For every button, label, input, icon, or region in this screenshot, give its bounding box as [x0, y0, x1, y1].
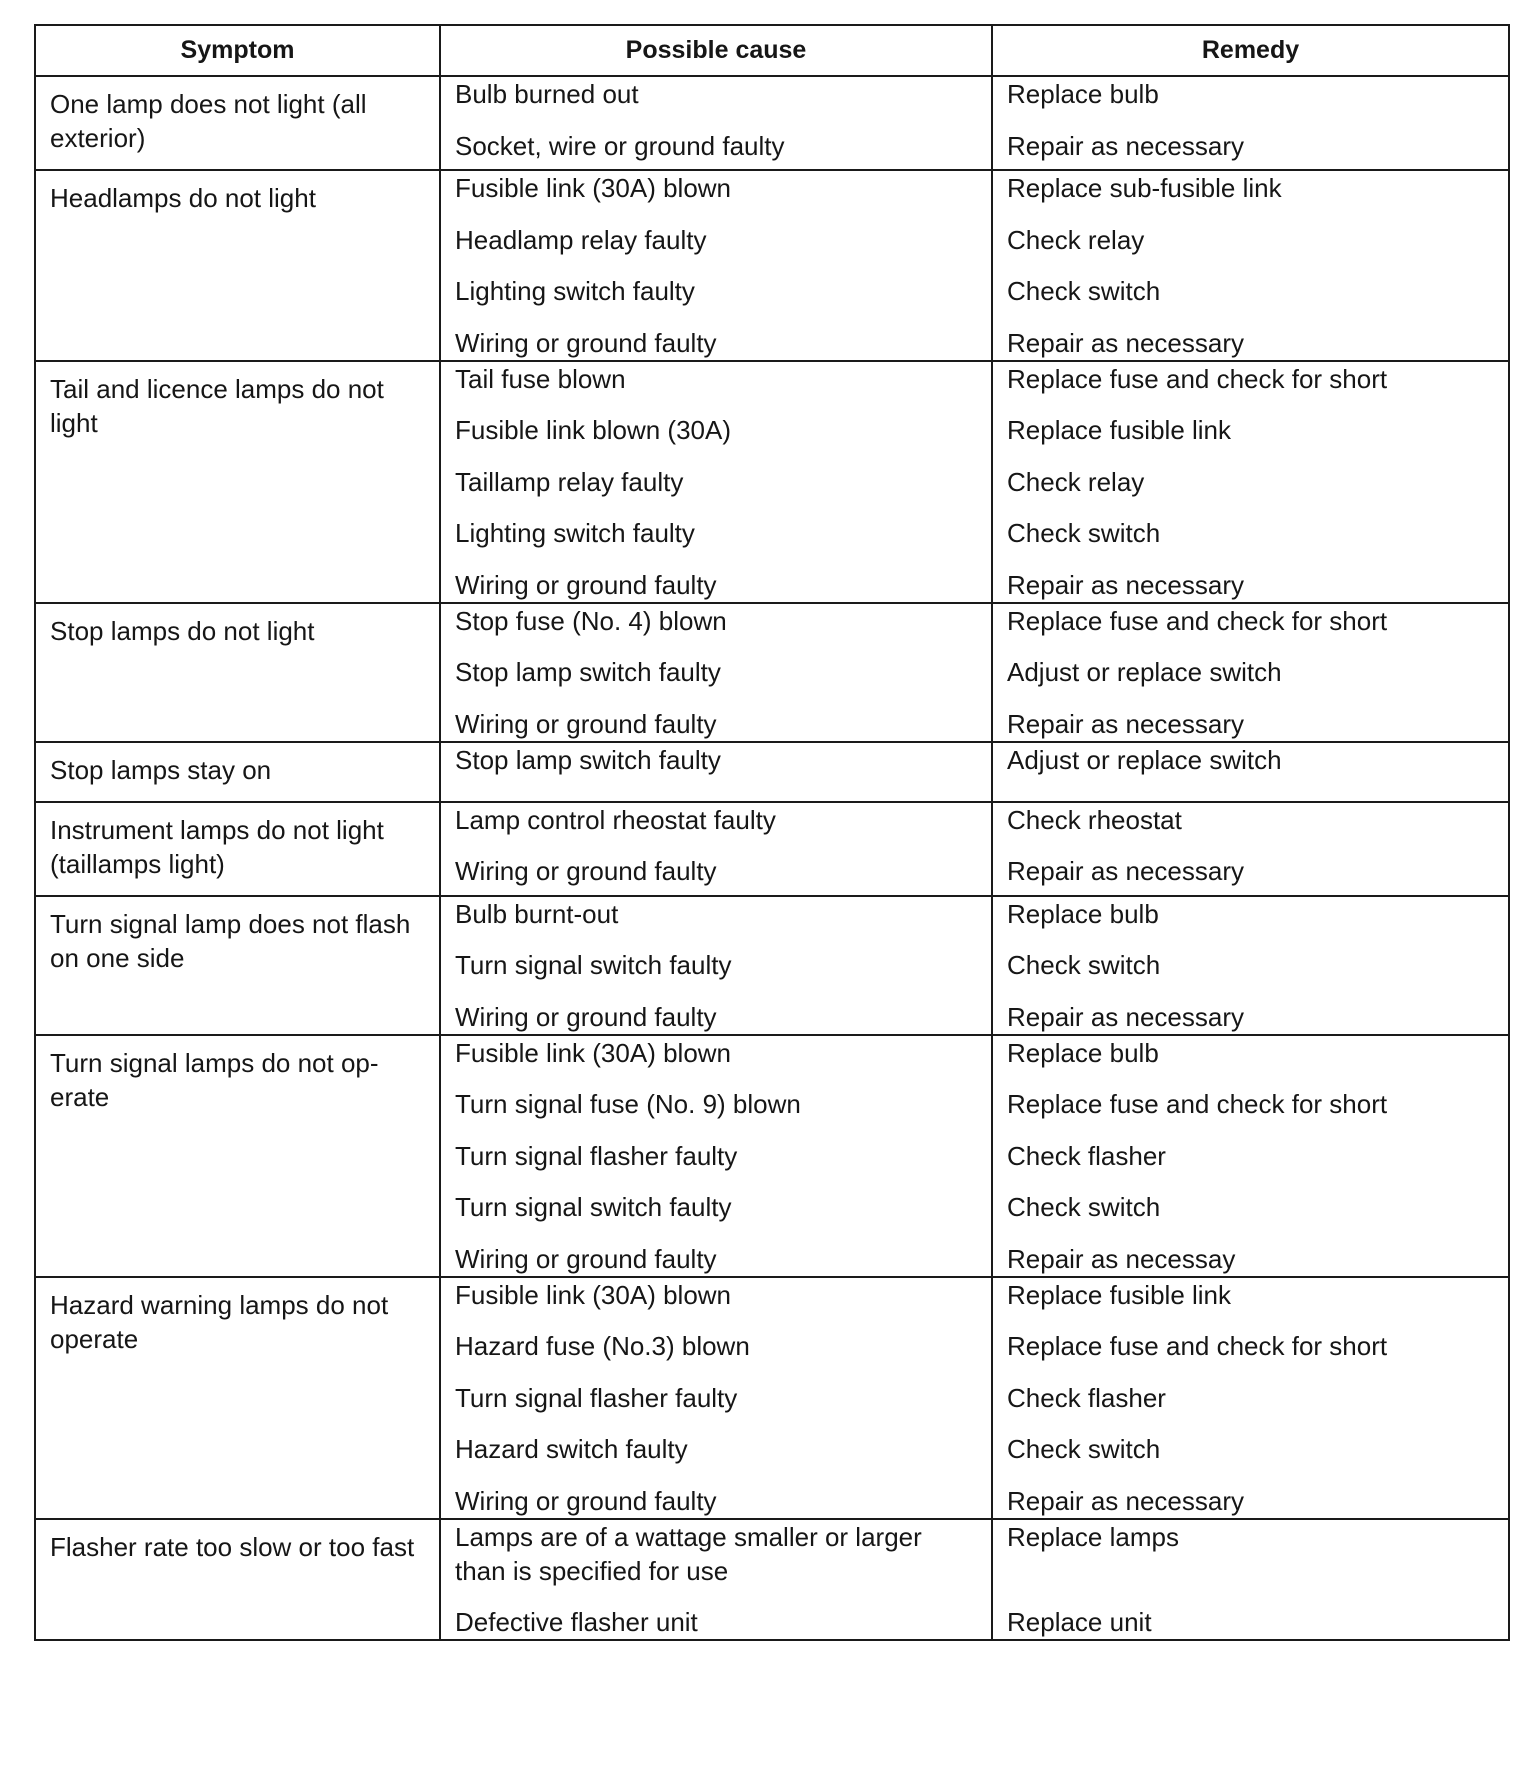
cause-item: Hazard fuse (No.3) blown [455, 1331, 750, 1361]
cause-item: Wiring or ground faulty [455, 1001, 717, 1032]
table-row [35, 170, 1509, 361]
symptom-text: Stop lamps stay on [50, 754, 272, 785]
cause-item: Lighting switch faulty [455, 518, 695, 548]
table-row [35, 802, 1509, 896]
cause-item: Fusible link (30A) blown [455, 173, 732, 203]
remedy-item: Replace sub-fusible link [1007, 173, 1282, 203]
remedy-item: Replace unit [1007, 1607, 1152, 1637]
cause-item: Fusible link (30A) blown [455, 1279, 732, 1310]
cause-item: Wiring or ground faulty [455, 327, 717, 358]
remedy-item: Adjust or replace switch [1007, 744, 1282, 775]
troubleshooting-table [34, 24, 1510, 1641]
symptom-cell [35, 76, 440, 170]
cause-cell [440, 76, 992, 170]
cause-item: Lamp control rheostat faulty [455, 804, 776, 835]
symptom-text: Flasher rate too slow or too fast [50, 1531, 415, 1562]
cause-cell [440, 1519, 992, 1641]
remedy-item: Repair as necessary [1007, 1001, 1244, 1032]
table-row [35, 361, 1509, 603]
remedy-item: Repair as necessary [1007, 1485, 1244, 1516]
cause-item: Lighting switch faulty [455, 276, 695, 306]
cause-item: Fusible link (30A) blown [455, 1037, 732, 1068]
remedy-item: Replace lamps [1007, 1521, 1179, 1552]
cause-item: Fusible link blown (30A) [455, 415, 732, 445]
cause-item: Hazard switch faulty [455, 1434, 688, 1464]
cause-item: Wiring or ground faulty [455, 569, 717, 600]
cause-item: Wiring or ground faulty [455, 708, 717, 739]
remedy-item: Replace fusible link [1007, 1279, 1232, 1310]
header-row [35, 25, 1509, 76]
symptom-cell [35, 896, 440, 1035]
cause-item: Turn signal switch faulty [455, 1192, 732, 1222]
symptom-cell [35, 170, 440, 361]
table-row [35, 742, 1509, 802]
remedy-item: Replace fusible link [1007, 415, 1232, 445]
table-row [35, 603, 1509, 742]
header-possible-cause: Possible cause [440, 25, 992, 76]
remedy-item: Replace fuse and check for short [1007, 605, 1388, 636]
symptom-cell [35, 1277, 440, 1519]
symptom-text: One lamp does not light (all exterior) [50, 89, 367, 153]
remedy-item: Replace bulb [1007, 1037, 1159, 1068]
remedy-item: Check relay [1007, 466, 1145, 497]
remedy-item: Adjust or replace switch [1007, 657, 1282, 687]
cause-item: Wiring or ground faulty [455, 856, 717, 886]
cause-cell [440, 742, 992, 802]
cause-item: Defective flasher unit [455, 1607, 698, 1637]
remedy-item: Repair as necessary [1007, 130, 1244, 161]
symptom-cell [35, 1035, 440, 1277]
symptom-cell [35, 742, 440, 802]
cause-cell [440, 603, 992, 742]
remedy-item: Replace bulb [1007, 898, 1159, 929]
remedy-item: Check switch [1007, 518, 1161, 548]
cause-cell [440, 896, 992, 1035]
table-row [35, 896, 1509, 1035]
cause-item: Wiring or ground faulty [455, 1485, 717, 1516]
table-row [35, 1035, 1509, 1277]
cause-cell [440, 1277, 992, 1519]
symptom-text: Tail and licence lamps do not light [50, 373, 384, 438]
cause-item: Lamps are of a wattage smaller or larger than is specified for use [455, 1521, 922, 1586]
cause-cell [440, 361, 992, 603]
cause-item: Turn signal switch faulty [455, 950, 732, 980]
remedy-item: Repair as necessary [1007, 708, 1244, 739]
remedy-cell [992, 603, 1509, 742]
remedy-item: Replace fuse and check for short [1007, 1331, 1388, 1361]
remedy-cell [992, 802, 1509, 896]
symptom-text: Instrument lamps do not light (taillamps light) [50, 814, 384, 879]
symptom-cell [35, 802, 440, 896]
remedy-cell [992, 896, 1509, 1035]
cause-item: Turn signal flasher faulty [455, 1382, 738, 1413]
cause-cell [440, 170, 992, 361]
remedy-item: Check switch [1007, 276, 1161, 306]
symptom-cell [35, 603, 440, 742]
cause-item: Turn signal flasher faulty [455, 1140, 738, 1171]
symptom-text: Headlamps do not light [50, 183, 316, 213]
cause-item: Taillamp relay faulty [455, 466, 684, 497]
header-symptom: Symptom [35, 25, 440, 76]
cause-item: Wiring or ground faulty [455, 1243, 717, 1274]
remedy-cell [992, 1035, 1509, 1277]
cause-item: Headlamp relay faulty [455, 224, 707, 255]
cause-cell [440, 802, 992, 896]
remedy-item: Replace fuse and check for short [1007, 363, 1388, 394]
remedy-cell [992, 76, 1509, 170]
symptom-text: Turn signal lamp does not flash on one side [50, 908, 411, 973]
cause-item: Stop lamp switch faulty [455, 744, 721, 775]
header-remedy: Remedy [992, 25, 1509, 76]
cause-cell [440, 1035, 992, 1277]
remedy-item: Repair as necessary [1007, 856, 1244, 886]
symptom-cell [35, 1519, 440, 1641]
remedy-item: Repair as necessary [1007, 327, 1244, 358]
cause-item: Socket, wire or ground faulty [455, 130, 785, 161]
remedy-item: Replace fuse and check for short [1007, 1089, 1388, 1119]
remedy-cell [992, 170, 1509, 361]
cause-item: Tail fuse blown [455, 363, 626, 394]
table-row [35, 1519, 1509, 1641]
remedy-item: Check rheostat [1007, 804, 1182, 835]
remedy-cell [992, 742, 1509, 802]
symptom-text: Hazard warning lamps do not operate [50, 1289, 389, 1354]
remedy-item: Check switch [1007, 1434, 1161, 1464]
remedy-item: Check flasher [1007, 1140, 1166, 1171]
remedy-item: Check switch [1007, 950, 1161, 980]
cause-item: Bulb burnt-out [455, 898, 619, 929]
cause-item: Bulb burned out [455, 79, 639, 109]
symptom-text: Turn signal lamps do not op-erate [50, 1047, 379, 1112]
symptom-text: Stop lamps do not light [50, 615, 315, 646]
cause-item: Stop fuse (No. 4) blown [455, 605, 727, 636]
remedy-item: Replace bulb [1007, 79, 1159, 109]
remedy-item: Check relay [1007, 224, 1145, 255]
remedy-item: Repair as necessay [1007, 1243, 1236, 1274]
table-row [35, 76, 1509, 170]
remedy-cell [992, 361, 1509, 603]
remedy-item: Repair as necessary [1007, 569, 1244, 600]
remedy-item: Check flasher [1007, 1382, 1166, 1413]
table-row [35, 1277, 1509, 1519]
cause-item: Turn signal fuse (No. 9) blown [455, 1089, 801, 1119]
symptom-cell [35, 361, 440, 603]
remedy-cell [992, 1519, 1509, 1641]
cause-item: Stop lamp switch faulty [455, 657, 721, 687]
remedy-item: Check switch [1007, 1192, 1161, 1222]
remedy-cell [992, 1277, 1509, 1519]
